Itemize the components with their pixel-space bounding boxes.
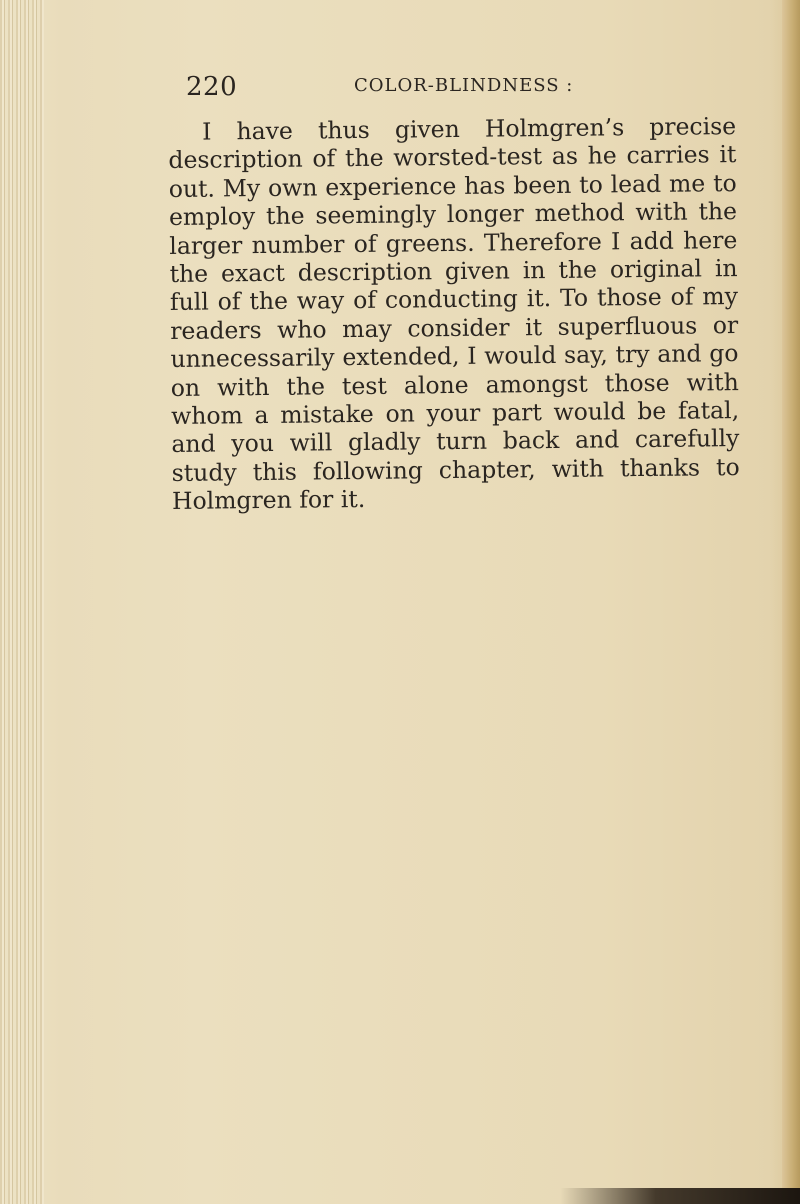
body-paragraph: I have thus given Holmgren’s precise description of the worsted-test as he carries it out. My own experience has been to lead me to employ the seemingly longer method with the larger number of greens. Therefore I add here the exact description given in the original in full of the way of conducting it. To those of my readers who may consider it superfluous or unnecessarily extended, I would say, try and go on with the test alone amongst those with whom a mistake on your part would be fatal, and you will gladly turn back and carefully study this following chapter, with thanks to Holmgren for it. <box>168 112 740 516</box>
page-edges <box>0 0 44 1204</box>
page-header <box>186 72 606 108</box>
running-head: COLOR-BLINDNESS : <box>354 75 574 96</box>
page-shadow <box>560 1188 800 1204</box>
page-number: 220 <box>186 72 238 102</box>
page-spine-edge <box>782 0 800 1204</box>
